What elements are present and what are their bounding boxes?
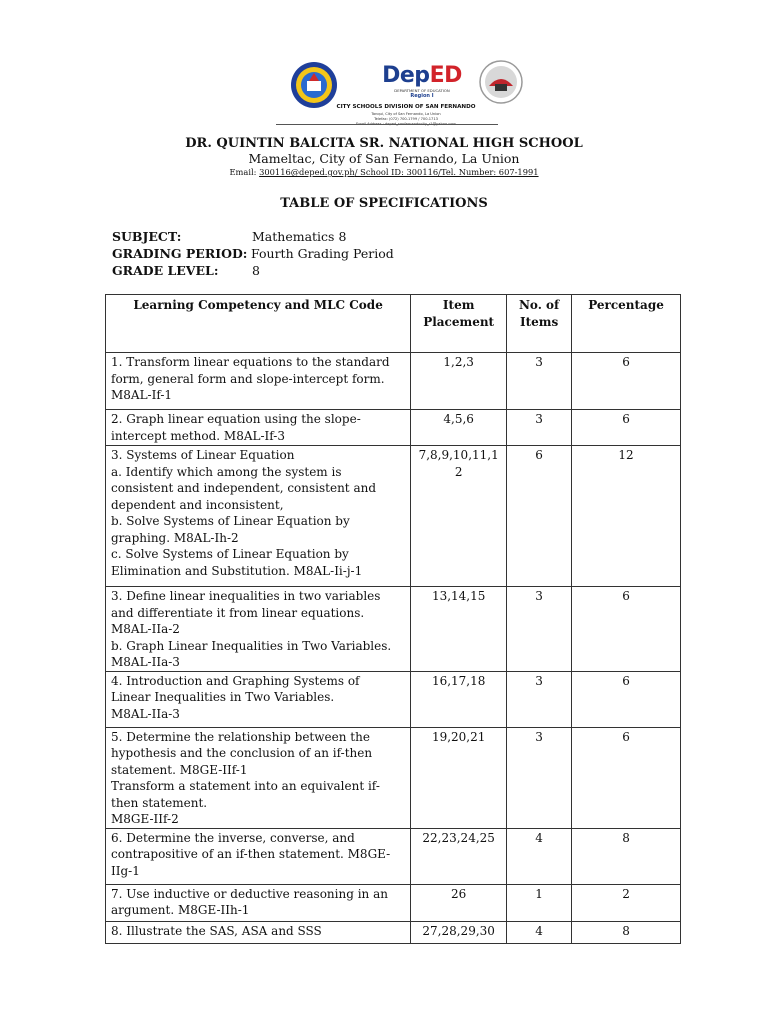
table-row — [106, 828, 681, 884]
competency-cell — [106, 727, 411, 828]
school-address: Mameltac, City of San Fernando, La Union — [248, 151, 520, 166]
table-header-row — [106, 295, 681, 353]
subject-row — [112, 229, 347, 244]
items-cell: 3 — [507, 410, 572, 446]
competency-line: IIg-1 — [111, 863, 140, 878]
division-seal-icon — [479, 60, 523, 104]
header-competency: Learning Competency and MLC Code — [106, 295, 411, 353]
competency-line: M8AL-IIa-3 — [111, 655, 180, 669]
competency-line: 2. Graph linear equation using the slope- — [111, 412, 361, 426]
competency-line: 5. Determine the relationship between the — [111, 729, 370, 744]
competency-line: 6. Determine the inverse, converse, and — [111, 830, 355, 845]
percentage-cell: 8 — [572, 921, 681, 943]
competency-line: 7. Use inductive or deductive reasoning in an — [111, 886, 388, 901]
deped-logo: DepED DEPARTMENT OF EDUCATION Region I — [362, 65, 482, 99]
competency-cell — [106, 671, 411, 727]
placement-cell: 19,20,21 — [411, 727, 507, 828]
table-row — [106, 884, 681, 921]
items-cell: 4 — [507, 921, 572, 943]
placement-cell: 26 — [411, 884, 507, 921]
competency-line: 4. Introduction and Graphing Systems of — [111, 673, 360, 688]
table-row — [106, 727, 681, 828]
percentage-cell: 6 — [572, 353, 681, 410]
competency-line: argument. M8GE-IIh-1 — [111, 903, 250, 917]
header-divider — [276, 124, 498, 125]
competency-line: contrapositive of an if-then statement. M8GE- — [111, 847, 391, 861]
school-contact: Email: 300116@deped.gov.ph/ School ID: 300116/Tel. Number: 607-1991 — [229, 167, 539, 177]
competency-line: b. Solve Systems of Linear Equation by — [111, 514, 350, 528]
competency-line: Elimination and Substitution. M8AL-Ii-j-1 — [111, 563, 363, 578]
items-cell: 3 — [507, 353, 572, 410]
deped-subtitle: DEPARTMENT OF EDUCATION — [394, 88, 450, 93]
placement-cell: 22,23,24,25 — [411, 828, 507, 884]
percentage-cell: 2 — [572, 884, 681, 921]
placement-cell: 16,17,18 — [411, 671, 507, 727]
division-telefax: Telefax: (072) 700-1799 / 700-1713 — [374, 117, 438, 121]
division-name: CITY SCHOOLS DIVISION OF SAN FERNANDO — [336, 104, 476, 110]
table-row — [106, 587, 681, 672]
competency-line: 8. Illustrate the SAS, ASA and SSS — [111, 923, 322, 938]
header-percentage: Percentage — [572, 295, 681, 353]
items-cell: 4 — [507, 828, 572, 884]
items-cell: 3 — [507, 727, 572, 828]
placement-cell: 7,8,9,10,11,12 — [411, 446, 507, 587]
specifications-table — [105, 294, 681, 944]
competency-line: M8AL-If-1 — [111, 388, 173, 402]
competency-cell — [106, 884, 411, 921]
percentage-cell: 12 — [572, 446, 681, 587]
competency-cell — [106, 410, 411, 446]
grading-row — [112, 246, 394, 261]
competency-cell — [106, 921, 411, 943]
table-row — [106, 921, 681, 943]
grade-row — [112, 263, 260, 278]
table-row — [106, 353, 681, 410]
items-cell: 3 — [507, 671, 572, 727]
competency-line: consistent and independent, consistent and — [111, 481, 377, 495]
competency-line: a. Identify which among the system is — [111, 464, 342, 479]
school-email-link[interactable]: 300116@deped.gov.ph — [259, 167, 355, 177]
competency-line: 3. Define linear inequalities in two variables — [111, 589, 381, 603]
table-row — [106, 446, 681, 587]
percentage-cell: 6 — [572, 671, 681, 727]
grading-label: GRADING PERIOD: — [112, 246, 248, 261]
subject-label: SUBJECT: — [112, 229, 182, 244]
competency-line: and differentiate it from linear equations. — [111, 605, 365, 620]
header-items: No. of Items — [507, 295, 572, 353]
competency-line: dependent and inconsistent, — [111, 497, 284, 512]
header-placement: Item Placement — [411, 295, 507, 353]
grading-value: Fourth Grading Period — [251, 246, 394, 261]
grade-value: 8 — [252, 263, 260, 278]
grade-label: GRADE LEVEL: — [112, 263, 219, 278]
division-address: Tanqui, City of San Fernando, La Union — [371, 112, 441, 116]
competency-line: 3. Systems of Linear Equation — [111, 448, 295, 462]
school-name: DR. QUINTIN BALCITA SR. NATIONAL HIGH SCHOOL — [185, 136, 583, 151]
items-cell: 6 — [507, 446, 572, 587]
competency-line: then statement. — [111, 795, 208, 810]
percentage-cell: 6 — [572, 587, 681, 672]
table-row — [106, 410, 681, 446]
competency-line: M8AL-IIa-2 — [111, 622, 180, 636]
competency-line: Linear Inequalities in Two Variables. — [111, 690, 335, 704]
percentage-cell: 8 — [572, 828, 681, 884]
competency-line: hypothesis and the conclusion of an if-then — [111, 746, 373, 760]
competency-cell — [106, 353, 411, 410]
competency-line: c. Solve Systems of Linear Equation by — [111, 547, 349, 561]
placement-cell: 1,2,3 — [411, 353, 507, 410]
document-title: TABLE OF SPECIFICATIONS — [280, 196, 488, 211]
competency-line: form, general form and slope-intercept form. — [111, 371, 385, 386]
city-seal-icon — [290, 61, 338, 109]
competency-line: intercept method. M8AL-If-3 — [111, 428, 285, 443]
items-cell: 1 — [507, 884, 572, 921]
competency-line: M8GE-IIf-2 — [111, 812, 179, 826]
competency-line: statement. M8GE-IIf-1 — [111, 762, 248, 777]
percentage-cell: 6 — [572, 410, 681, 446]
placement-cell: 4,5,6 — [411, 410, 507, 446]
competency-line: Transform a statement into an equivalent if- — [111, 779, 380, 793]
competency-line: M8AL-IIa-3 — [111, 706, 180, 721]
competency-line: 1. Transform linear equations to the standard — [111, 355, 390, 369]
competency-cell — [106, 828, 411, 884]
competency-line: graphing. M8AL-Ih-2 — [111, 530, 239, 545]
region-label: Region I — [410, 93, 434, 99]
percentage-cell: 6 — [572, 727, 681, 828]
placement-cell: 27,28,29,30 — [411, 921, 507, 943]
letterhead — [0, 55, 768, 125]
competency-cell — [106, 587, 411, 672]
competency-line: b. Graph Linear Inequalities in Two Variables. — [111, 638, 392, 653]
subject-value: Mathematics 8 — [252, 229, 347, 244]
placement-cell: 13,14,15 — [411, 587, 507, 672]
items-cell: 3 — [507, 587, 572, 672]
competency-cell — [106, 446, 411, 587]
table-row — [106, 671, 681, 727]
